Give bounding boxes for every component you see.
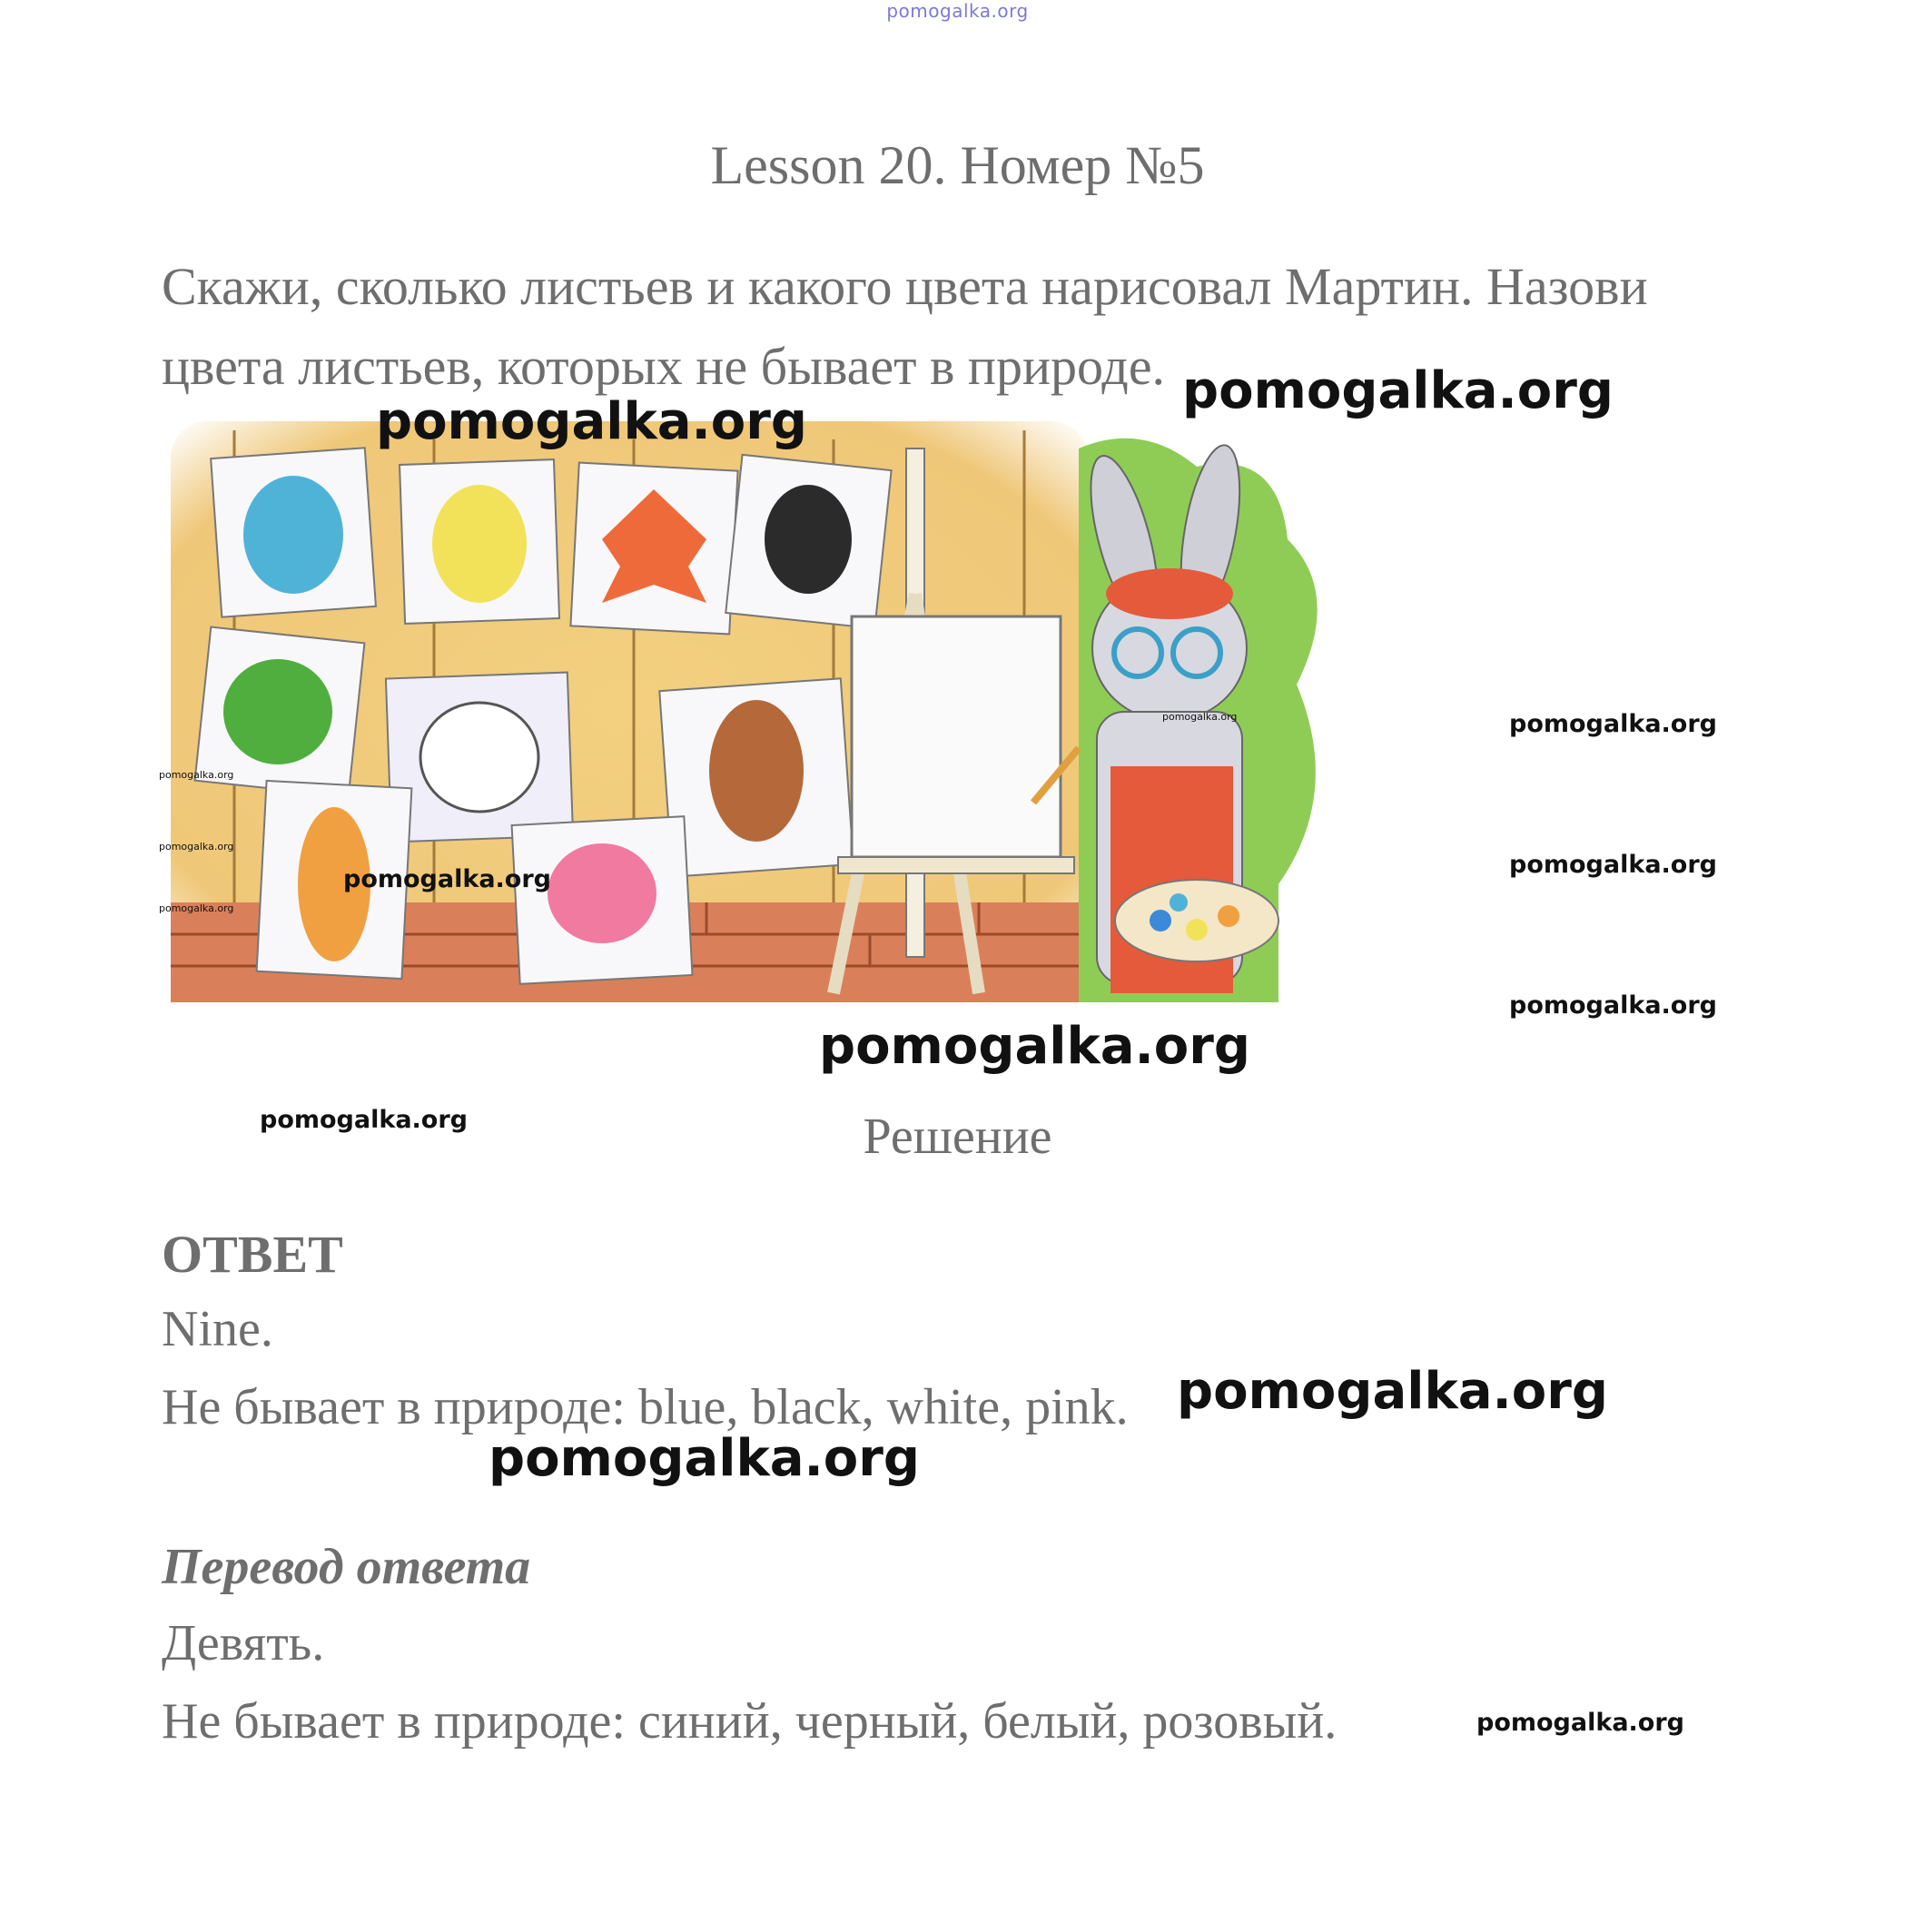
watermark: pomogalka.org — [1509, 991, 1717, 1020]
page-title: Lesson 20. Номер №5 — [710, 135, 1205, 195]
watermark: pomogalka.org — [1182, 361, 1614, 420]
watermark: pomogalka.org — [1177, 1362, 1608, 1421]
answer-heading: ОТВЕТ — [162, 1225, 343, 1284]
solution-label: Решение — [863, 1109, 1052, 1165]
watermark: pomogalka.org — [159, 769, 234, 781]
watermark: pomogalka.org — [1162, 711, 1238, 723]
translation-line-2: Не бывает в природе: синий, черный, белый, розовый. — [162, 1693, 1338, 1750]
answer-line-2: Не бывает в природе: blue, black, white, pink. — [162, 1379, 1129, 1435]
translation-line-1: Девять. — [162, 1615, 325, 1671]
watermark: pomogalka.org — [159, 902, 234, 914]
translation-heading: Перевод ответа — [162, 1539, 531, 1595]
watermark: pomogalka.org — [376, 392, 807, 451]
watermark: pomogalka.org — [1476, 1709, 1684, 1737]
illustration-rabbit-painter — [162, 412, 1436, 1024]
answer-line-1: Nine. — [162, 1301, 273, 1357]
watermark: pomogalka.org — [159, 841, 234, 853]
watermark: pomogalka.org — [819, 1017, 1250, 1076]
watermark: pomogalka.org — [1509, 710, 1717, 738]
task-line-2: цвета листьев, которых не бывает в природе. — [162, 337, 1166, 396]
watermark: pomogalka.org — [1509, 851, 1717, 879]
watermark: pomogalka.org — [489, 1429, 920, 1488]
site-link[interactable]: pomogalka.org — [886, 0, 1029, 22]
watermark: pomogalka.org — [343, 865, 551, 893]
watermark: pomogalka.org — [260, 1106, 468, 1134]
task-line-1: Скажи, сколько листьев и какого цвета нарисовал Мартин. Назови — [162, 257, 1648, 316]
